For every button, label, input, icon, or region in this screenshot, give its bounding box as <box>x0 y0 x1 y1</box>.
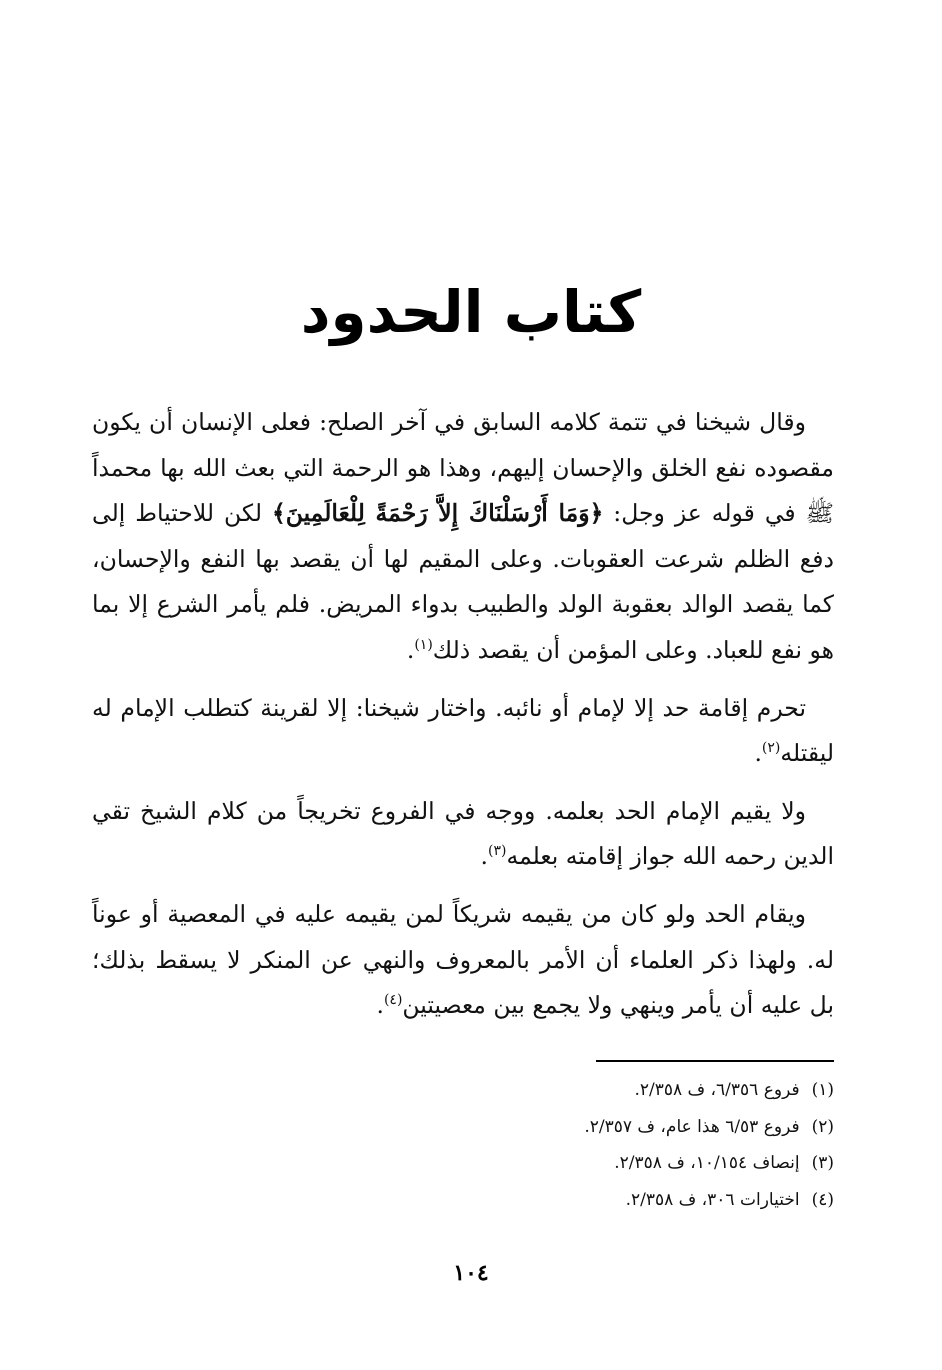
footnote-ref-3[interactable]: (٣) <box>488 843 507 860</box>
footnote-text: اختيارات ٣٠٦، ف ٢/٣٥٨. <box>625 1189 800 1210</box>
page-number: ١٠٤ <box>453 1260 489 1286</box>
footnote-ref-4[interactable]: (٤) <box>383 992 403 1009</box>
footnote-text: فروع ٦/٣٥٦، ف ٢/٣٥٨. <box>634 1080 800 1100</box>
footnote-text: إنصاف ١٠/١٥٤، ف ٢/٣٥٨. <box>614 1153 800 1173</box>
paragraph-4 <box>92 892 834 1029</box>
paragraph-2 <box>92 686 834 777</box>
paragraph-4-text: ويقام الحد ولو كان من يقيمه شريكاً لمن يقيمه عليه في المعصية أو عوناً له. ولهذا ذكر العلماء أن الأمر بالمعروف والنهي عن المنكر لا يسقط بذلك؛ بل عليه أن يأمر وينهي ولا يجمع بين معصيتين <box>92 899 834 1020</box>
quran-verse: ﴿وَمَا أَرْسَلْنَاكَ إِلاَّ رَحْمَةً لِلْعَالَمِينَ﴾ <box>271 499 604 528</box>
paragraph-3 <box>92 789 834 880</box>
chapter-title: كتاب الحدود <box>300 278 642 346</box>
paragraph-1-text-before: وقال شيخنا في تتمة كلامه السابق في آخر الصلح: فعلى الإنسان أن يكون مقصوده نفع الخلق والإحسان إليهم، وهذا هو الرحمة التي بعث الله بها محمداً ﷺ في قوله عز وجل: <box>92 408 835 528</box>
paragraph-1 <box>92 400 834 674</box>
paragraph-1-text-after: لكن للاحتياط إلى دفع الظلم شرعت العقوبات. وعلى المقيم لها أن يقصد بها النفع والإحسان، كما يقصد الوالد بعقوبة الولد والطبيب بدواء المريض. فلم يأمر الشرع إلا بما هو نفع للعباد. وعلى المؤمن أن يقصد ذلك <box>92 499 834 664</box>
footnote-number: (٣) <box>811 1153 834 1173</box>
footnotes <box>300 1072 834 1218</box>
footnote-number: (٢) <box>811 1116 834 1137</box>
footnote-3 <box>300 1145 834 1182</box>
footnote-number: (١) <box>811 1080 834 1100</box>
paragraph-4-end: . <box>376 991 384 1020</box>
footnote-number: (٤) <box>811 1189 834 1210</box>
paragraph-3-text: ولا يقيم الإمام الحد بعلمه. ووجه في الفروع تخريجاً من كلام الشيخ تقي الدين رحمه الله جواز إقامته بعلمه <box>92 796 834 871</box>
paragraph-2-text: تحرم إقامة حد إلا لإمام أو نائبه. واختار شيخنا: إلا لقرينة كتطلب الإمام له ليقتله <box>92 693 834 768</box>
footnote-ref-2[interactable]: (٢) <box>761 740 781 757</box>
paragraph-1-end: . <box>406 635 415 664</box>
footnote-ref-1[interactable]: (١) <box>414 637 433 654</box>
footnote-separator <box>596 1060 834 1062</box>
paragraph-3-end: . <box>480 842 488 871</box>
paragraph-2-end: . <box>754 739 762 768</box>
footnote-2 <box>300 1109 834 1146</box>
footnote-text: فروع ٦/٥٣ هذا عام، ف ٢/٣٥٧. <box>584 1116 800 1137</box>
footnote-4 <box>300 1182 834 1219</box>
footnote-1 <box>300 1072 834 1109</box>
main-text <box>92 400 834 1041</box>
